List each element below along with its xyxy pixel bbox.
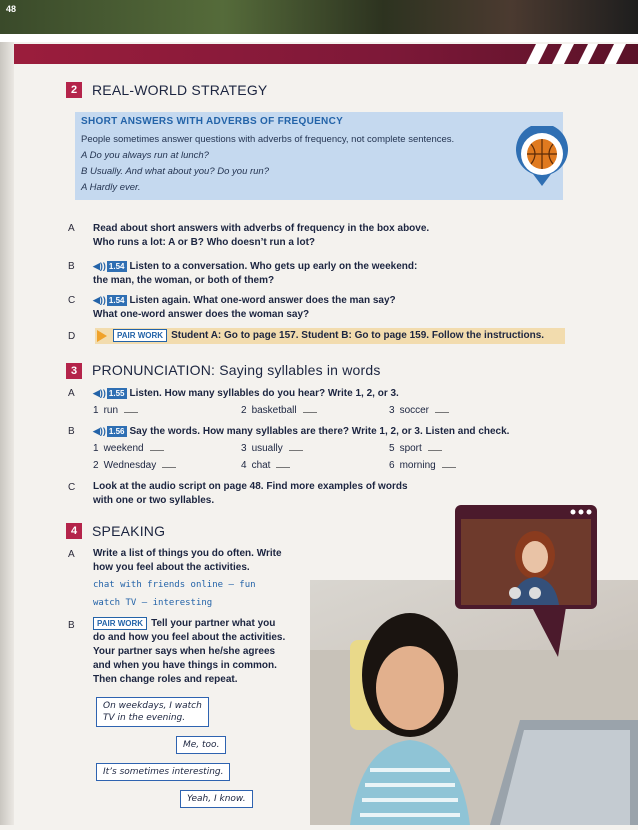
word-item: 5 sport [389, 443, 442, 454]
task-2a-line2: Who runs a lot: A or B? Who doesn’t run a lot? [93, 237, 316, 248]
audio-track-155[interactable]: ◀)) 1.55 [93, 388, 125, 398]
speaker-icon: ◀)) [93, 388, 106, 398]
word-item: 3 usually [241, 443, 303, 454]
strategy-heading: SHORT ANSWERS WITH ADVERBS OF FREQUENCY [81, 116, 344, 127]
answer-blank[interactable] [276, 467, 290, 468]
task-2d-line1: Student A: Go to page 157. Student B: Go to page 159. Follow the instructions. [171, 330, 545, 341]
answer-blank[interactable] [435, 412, 449, 413]
word-item: 1 weekend [93, 443, 164, 454]
task-4a-letter: A [68, 549, 75, 560]
task-3c [93, 480, 408, 508]
task-4b: PAIR WORK Tell your partner what you do and how you feel about the activities. Your partner says when he/she agrees and when you have things in common. Then change roles and repeat. [93, 618, 286, 685]
section-4-title: SPEAKING [92, 523, 166, 539]
task-3a-letter: A [68, 388, 75, 399]
word-item: 2 Wednesday [93, 460, 176, 471]
task-2c-letter: C [68, 295, 76, 306]
task-2d [113, 329, 544, 343]
play-arrow-icon [97, 330, 107, 342]
task-2d-letter: D [68, 331, 76, 342]
task-3c-line2: with one or two syllables. [93, 495, 215, 506]
speech-tail-icon [532, 607, 566, 657]
task-2b-line1: Listen to a conversation. Who gets up early on the weekend: [129, 261, 418, 273]
speech-bubble-2: Me, too. [176, 736, 226, 754]
example-activity: watch TV – interesting [93, 598, 213, 608]
task-4a-line1: Write a list of things you do often. Write [93, 548, 282, 559]
strategy-example-a2: A Hardly ever. [81, 182, 141, 193]
task-3b-letter: B [68, 426, 75, 437]
answer-blank[interactable] [124, 412, 138, 413]
speech-bubble-3: It’s sometimes interesting. [96, 763, 230, 781]
task-2c [93, 293, 396, 322]
section-3-number: 3 [66, 363, 82, 379]
task-2a-letter: A [68, 223, 75, 234]
basketball-icon [511, 126, 573, 188]
speaker-icon: ◀)) [93, 261, 106, 271]
task-2a-line1: Read about short answers with adverbs of frequency in the box above. [93, 223, 430, 234]
photo-illustration [310, 580, 638, 825]
task-3a [93, 386, 399, 401]
task-2b-letter: B [68, 261, 75, 272]
strategy-example-a1: A Do you always run at lunch? [81, 150, 209, 161]
task-4b-letter: B [68, 620, 75, 631]
task-3c-letter: C [68, 482, 76, 493]
header-stripes [518, 44, 638, 64]
speech-bubble-4: Yeah, I know. [180, 790, 253, 808]
audio-track-156[interactable]: ◀)) 1.56 [93, 426, 125, 436]
task-3c-line1: Look at the audio script on page 48. Find more examples of words [93, 481, 408, 492]
task-4a-line2: how you feel about the activities. [93, 562, 250, 573]
answer-blank[interactable] [289, 450, 303, 451]
task-2b [93, 259, 417, 288]
answer-blank[interactable] [303, 412, 317, 413]
page-top-margin [0, 34, 638, 42]
task-2c-line1: Listen again. What one-word answer does the man say? [129, 295, 396, 307]
strategy-example-b: B Usually. And what about you? Do you run? [81, 166, 270, 177]
task-2b-line2: the man, the woman, or both of them? [93, 275, 275, 287]
woman-laptop-photo [310, 580, 638, 825]
strategy-intro: People sometimes answer questions with adverbs of frequency, not complete sentences. [81, 134, 455, 145]
pair-work-tag: PAIR WORK [93, 617, 147, 630]
task-3b-text: Say the words. How many syllables are there? Write 1, 2, or 3. Listen and check. [129, 426, 510, 438]
video-caller-illustration [455, 505, 597, 609]
page-number: 48 [6, 4, 17, 14]
task-4a [93, 547, 282, 575]
section-4-number: 4 [66, 523, 82, 539]
audio-track-154[interactable]: ◀)) 1.54 [93, 261, 125, 271]
page-binding-edge [0, 42, 14, 825]
answer-blank[interactable] [442, 467, 456, 468]
task-3a-text: Listen. How many syllables do you hear? Write 1, 2, or 3. [129, 388, 399, 400]
word-item: 3 soccer [389, 405, 449, 416]
word-item: 1 run [93, 405, 138, 416]
word-item: 2 basketball [241, 405, 317, 416]
section-2-title: REAL-WORLD STRATEGY [92, 82, 268, 98]
task-2c-line2: What one-word answer does the woman say? [93, 309, 310, 321]
task-3b [93, 424, 509, 439]
word-item: 6 morning [389, 460, 456, 471]
answer-blank[interactable] [150, 450, 164, 451]
section-3-title: PRONUNCIATION: Saying syllables in words [92, 362, 381, 378]
example-activity: chat with friends online – fun [93, 580, 256, 590]
pair-work-tag: PAIR WORK [113, 329, 167, 342]
speech-bubble-1: On weekdays, I watch TV in the evening. [96, 697, 209, 727]
task-2a [93, 222, 429, 250]
top-photo-strip [0, 0, 638, 34]
audio-track-154-again[interactable]: ◀)) 1.54 [93, 295, 125, 305]
answer-blank[interactable] [428, 450, 442, 451]
speaker-icon: ◀)) [93, 295, 106, 305]
word-item: 4 chat [241, 460, 290, 471]
section-2-number: 2 [66, 82, 82, 98]
answer-blank[interactable] [162, 467, 176, 468]
strategy-box [75, 112, 563, 200]
speaker-icon: ◀)) [93, 426, 106, 436]
video-call-window [455, 505, 597, 609]
